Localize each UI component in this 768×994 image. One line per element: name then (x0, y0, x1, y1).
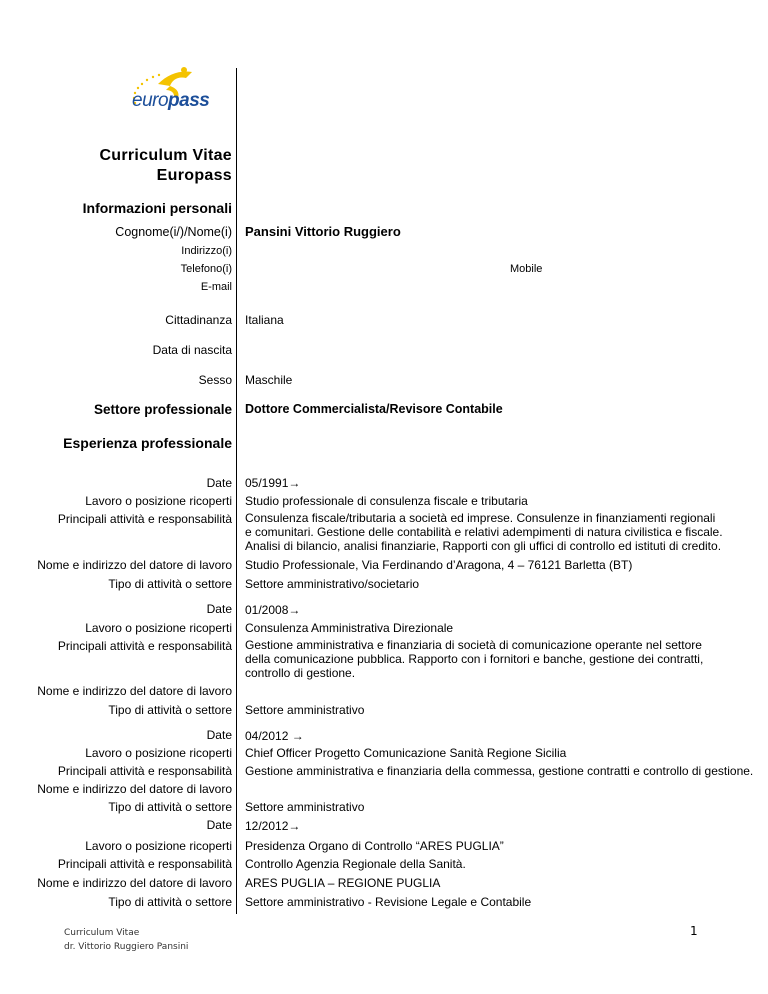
exp1-activities-label: Principali attività e responsabilità (57, 512, 232, 526)
exp1-position-label: Lavoro o posizione ricoperti (85, 494, 232, 508)
exp3-position-label: Lavoro o posizione ricoperti (85, 746, 232, 760)
exp4-position: Presidenza Organo di Controllo “ARES PUGLIA” (245, 839, 504, 853)
exp3-activities: Gestione amministrativa e finanziaria della commessa, gestione contratti e controllo di gestione. (245, 764, 754, 778)
cv-title: Curriculum Vitae Europass (99, 147, 232, 184)
exp2-type-label: Tipo di attività o settore (108, 703, 232, 717)
exp1-employer-label: Nome e indirizzo del datore di lavoro (37, 558, 232, 572)
exp2-activities: Gestione amministrativa e finanziaria di società di comunicazione operante nel settore della comunicazione pubblica. Rapporto con i fornitori e banche, gestione dei contratti, controllo di gestione. (245, 638, 704, 680)
exp4-position-label: Lavoro o posizione ricoperti (85, 839, 232, 853)
europass-logo (120, 62, 220, 120)
sector-value: Dottore Commercialista/Revisore Contabile (245, 402, 503, 416)
exp4-type-label: Tipo di attività o settore (108, 895, 232, 909)
exp4-employer: ARES PUGLIA – REGIONE PUGLIA (245, 876, 441, 890)
exp2-position: Consulenza Amministrativa Direzionale (245, 621, 454, 635)
exp4-date: 12/2012→ (245, 819, 301, 833)
sex-value: Maschile (245, 373, 293, 387)
section-personal-info: Informazioni personali (82, 200, 232, 216)
citizenship-value: Italiana (245, 313, 284, 327)
exp3-activities-label: Principali attività e responsabilità (57, 764, 232, 778)
section-experience: Esperienza professionale (63, 435, 232, 451)
exp2-activities-label: Principali attività e responsabilità (57, 639, 232, 653)
exp1-employer: Studio Professionale, Via Ferdinando d’Aragona, 4 – 76121 Barletta (BT) (245, 558, 633, 572)
name-label: Cognome(i/)/Nome(i) (115, 225, 232, 239)
citizenship-label: Cittadinanza (165, 313, 232, 327)
exp3-position: Chief Officer Progetto Comunicazione Sanità Regione Sicilia (245, 746, 567, 760)
exp4-activities-label: Principali attività e responsabilità (57, 857, 232, 871)
page-number: 1 (690, 924, 698, 938)
exp1-date: 05/1991→ (245, 476, 301, 490)
exp4-type: Settore amministrativo - Revisione Legale e Contabile (245, 895, 532, 909)
exp3-date-label: Date (206, 728, 232, 742)
address-label: Indirizzo(i) (181, 245, 232, 257)
exp1-position: Studio professionale di consulenza fiscale e tributaria (245, 494, 528, 508)
exp2-employer-label: Nome e indirizzo del datore di lavoro (37, 684, 232, 698)
exp3-type: Settore amministrativo (245, 800, 365, 814)
exp2-position-label: Lavoro o posizione ricoperti (85, 621, 232, 635)
footer-title: Curriculum Vitae (64, 928, 140, 938)
exp1-date-label: Date (206, 476, 232, 490)
exp3-employer-label: Nome e indirizzo del datore di lavoro (37, 782, 232, 796)
phone-label: Telefono(i) (180, 263, 232, 275)
name-value: Pansini Vittorio Ruggiero (245, 224, 401, 239)
exp4-activities: Controllo Agenzia Regionale della Sanità. (245, 857, 466, 871)
exp2-date-label: Date (206, 602, 232, 616)
logo-wordmark: europass (132, 90, 210, 111)
exp2-type: Settore amministrativo (245, 703, 365, 717)
exp4-date-label: Date (206, 818, 232, 832)
column-divider (236, 68, 237, 914)
sector-label: Settore professionale (93, 402, 232, 417)
footer-name: dr. Vittorio Ruggiero Pansini (64, 942, 189, 952)
exp1-activities: Consulenza fiscale/tributaria a società ed imprese. Consulenze in finanziamenti regionali e comunitari. Gestione delle contabilità e relativi adempimenti di natura civilistica e fiscale. Analisi di bilancio, analisi finanziarie, Rapporti con gli uffici di controllo ed istituti di credito. (245, 511, 723, 553)
exp3-type-label: Tipo di attività o settore (108, 800, 232, 814)
exp1-type-label: Tipo di attività o settore (108, 577, 232, 591)
mobile-label: Mobile (510, 263, 543, 275)
exp3-date: 04/2012 → (245, 729, 304, 743)
exp2-date: 01/2008→ (245, 603, 301, 617)
exp1-type: Settore amministrativo/societario (245, 577, 420, 591)
exp4-employer-label: Nome e indirizzo del datore di lavoro (37, 876, 232, 890)
email-label: E-mail (200, 281, 232, 293)
birth-date-label: Data di nascita (152, 343, 232, 357)
sex-label: Sesso (198, 373, 232, 387)
